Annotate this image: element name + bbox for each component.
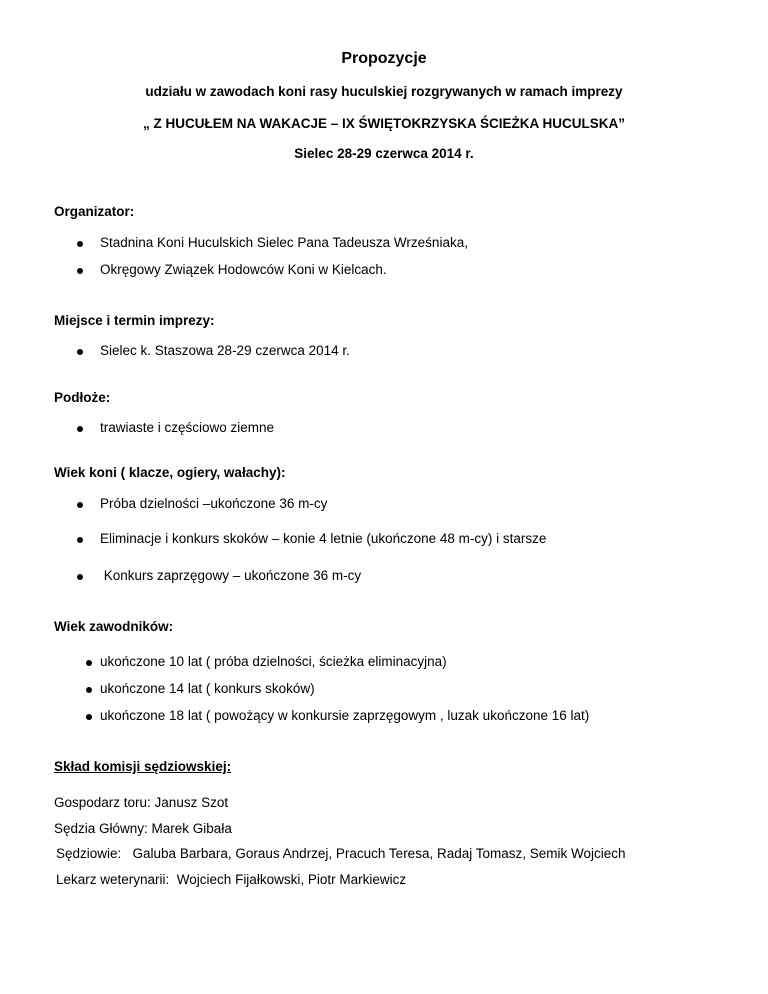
list-item-text: Konkurs zaprzęgowy – ukończone 36 m-cy bbox=[100, 568, 362, 583]
list-item bbox=[100, 343, 350, 358]
jury-line-chief-judge: Sędzia Główny: Marek Gibała bbox=[54, 821, 232, 836]
subtitle-participation: udziału w zawodach koni rasy huculskiej rozgrywanych w ramach imprezy bbox=[145, 84, 623, 99]
list-item bbox=[100, 654, 447, 669]
heading-horse-age: Wiek koni ( klacze, ogiery, wałachy): bbox=[54, 465, 286, 480]
heading-jury: Skład komisji sędziowskiej: bbox=[54, 759, 232, 774]
subtitle-event-name: „ Z HUCUŁEM NA WAKACJE – IX ŚWIĘTOKRZYSKA ŚCIEŻKA HUCULSKA” bbox=[142, 116, 626, 131]
list-item-text: Próba dzielności –ukończone 36 m-cy bbox=[100, 496, 328, 511]
bullet-icon bbox=[86, 714, 92, 720]
list-item-text: ukończone 10 lat ( próba dzielności, ścieżka eliminacyjna) bbox=[100, 654, 447, 669]
list-item bbox=[100, 531, 546, 546]
list-item-text: Eliminacje i konkurs skoków – konie 4 letnie (ukończone 48 m-cy) i starsze bbox=[100, 531, 547, 546]
bullet-icon bbox=[77, 268, 83, 274]
bullet-icon bbox=[77, 574, 83, 580]
bullet-icon bbox=[77, 241, 83, 247]
list-item bbox=[100, 568, 361, 583]
list-item-text: ukończone 18 lat ( powożący w konkursie zaprzęgowym , luzak ukończone 16 lat) bbox=[100, 708, 590, 723]
list-item bbox=[100, 681, 315, 696]
jury-line-veterinarian: Lekarz weterynarii: Wojciech Fijałkowski, Piotr Markiewicz bbox=[56, 872, 407, 887]
document-title: Propozycje bbox=[341, 50, 427, 67]
heading-rider-age: Wiek zawodników: bbox=[54, 619, 174, 634]
heading-place: Miejsce i termin imprezy: bbox=[54, 313, 215, 328]
list-item bbox=[100, 235, 468, 250]
list-item-text: ukończone 14 lat ( konkurs skoków) bbox=[100, 681, 315, 696]
bullet-icon bbox=[77, 426, 83, 432]
heading-ground: Podłoże: bbox=[54, 390, 111, 405]
bullet-icon bbox=[86, 687, 92, 693]
list-item-text: Stadnina Koni Huculskich Sielec Pana Tadeusza Wrześniaka, bbox=[100, 235, 468, 250]
bullet-icon bbox=[77, 349, 83, 355]
bullet-icon bbox=[77, 502, 83, 508]
jury-line-course-host: Gospodarz toru: Janusz Szot bbox=[54, 795, 229, 810]
list-item bbox=[100, 420, 274, 435]
jury-line-judges: Sędziowie: Galuba Barbara, Goraus Andrzej, Pracuch Teresa, Radaj Tomasz, Semik Wojciech bbox=[56, 846, 626, 861]
list-item-text: trawiaste i częściowo ziemne bbox=[100, 420, 275, 435]
bullet-icon bbox=[77, 537, 83, 543]
heading-organizer: Organizator: bbox=[54, 204, 135, 219]
list-item bbox=[100, 262, 387, 277]
list-item-text: Okręgowy Związek Hodowców Koni w Kielcach. bbox=[100, 262, 387, 277]
bullet-icon bbox=[86, 660, 92, 666]
list-item-text: Sielec k. Staszowa 28-29 czerwca 2014 r. bbox=[100, 343, 350, 358]
list-item bbox=[100, 708, 589, 723]
list-item bbox=[100, 496, 327, 511]
subtitle-date: Sielec 28-29 czerwca 2014 r. bbox=[294, 146, 474, 161]
